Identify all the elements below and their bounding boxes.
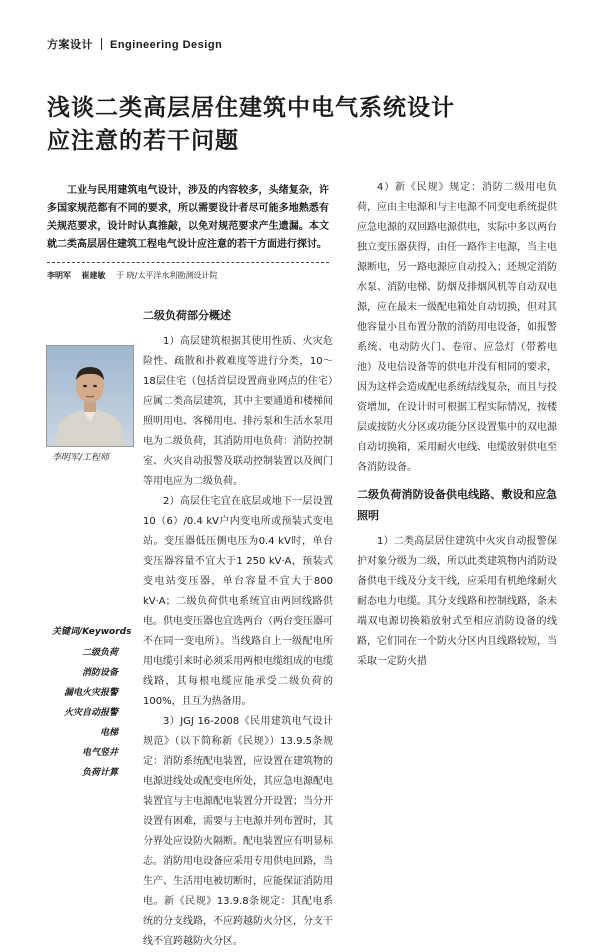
keywords-title: 关键词/Keywords <box>52 627 132 637</box>
keyword-item: 消防设备 <box>81 668 118 678</box>
keyword-item: 漏电火灾报警 <box>63 688 118 698</box>
author-line <box>47 270 332 281</box>
header-divider <box>101 38 102 50</box>
keyword-item: 电气竖井 <box>81 748 118 758</box>
section-heading-1: 二级负荷部分概述 <box>143 309 231 322</box>
keyword-item: 电梯 <box>99 728 118 738</box>
section-label-en: Engineering Design <box>110 39 223 51</box>
title-line-2: 应注意的若干问题 <box>47 128 239 154</box>
paragraph-5: 1）二类高层居住建筑中火灾自动报警保护对象分级为二级，所以此类建筑物内消防设备供电干线及分支干线，应采用有机绝缘耐火耐态电力电缆。其分支线路和控制线路，条未端双电源切换箱放射式至相应消防设备的线路，它们同在一个防火分区内且线路较短，当采取一定防火措 <box>357 536 557 667</box>
body-column-2 <box>357 178 557 672</box>
section-heading-2: 二级负荷消防设备供电线路、敷设和应急照明 <box>357 488 557 522</box>
author-2: 崔建敏 <box>81 271 106 280</box>
body-column-1 <box>143 306 333 952</box>
paragraph-2: 2）高层住宅宜在底层或地下一层设置10（6）/0.4 kV户内变电所或预装式变电站。变压器低压侧电压为0.4 kV时，单台变压器容量不宜大于1 250 kV·A，预装式变电站变压器，单台容量不宜大于800 kV·A；二级负荷供电系统宜由两回线路供电。供电变压器也宜选两台（两台变压器可不在同一变电所）。当线路自上一级配电所用电缆引来时必须采用两根电缆组成的电缆线路，其每根电缆应能承受二级负荷的100%，且互为热备用。 <box>143 496 333 707</box>
section-label-cn: 方案设计 <box>47 38 93 51</box>
abstract-divider <box>47 262 329 263</box>
keywords-list <box>52 643 118 783</box>
section-header <box>47 36 222 52</box>
article-title <box>47 92 547 158</box>
abstract: 工业与民用建筑电气设计，涉及的内容较多，头绪复杂，许多国家规范都有不同的要求，所以需要设计者尽可能多地熟悉有关规范要求，设计时认真推敲，以免对规范要求产生遗漏。本文就二类高层居住建筑工程电气设计应注意的若干方面进行探讨。 <box>47 185 329 250</box>
keyword-item: 二级负荷 <box>81 648 118 658</box>
keyword-item: 火灾自动报警 <box>63 708 118 718</box>
photo-caption: 李明军/工程师 <box>52 453 110 463</box>
paragraph-1: 1）高层建筑根据其使用性质、火灾危险性、疏散和扑救难度等进行分类，10～18层住宅（包括首层设置商业网点的住宅）应属二类高层建筑，其中主要通道和楼梯间照明用电、客梯用电、排污泵和生活水泵用电为二级负荷，其消防用电负荷：消防控制室、火灾自动报警及联动控制装置以及阀门等用电应为二级负荷。 <box>143 336 333 487</box>
author-photo <box>46 345 134 447</box>
author-1: 李明军 <box>47 271 71 280</box>
keyword-item: 负荷计算 <box>81 768 118 778</box>
paragraph-4: 4）新《民规》规定：消防二级用电负荷，应由主电源和与主电源不同变电系统提供应急电源的双回路电源供电，实际中多以两台独立变压器获得，由任一路作主电源，当主电源断电，另一路电源应自动投入；还规定消防水泵、消防电梯、防烟及排烟风机等自动双电源，应在最末一级配电箱处自动切换，但对其他容量小且布置分散的消防用电设备，如报警系统、电动防火门、卷帘、应急灯（带蓄电池）及电信设备等的供电并没有相同的要求，因为这样会造成配电系统结线复杂，而且与投资增加，在设计时可根据工程实际情况，按楼层或按防火分区或功能分区设置集中的双电源自动切换箱，采用耐火电线、电缆放射供电至各消防设备。 <box>357 182 557 473</box>
author-affiliation: 于 晓/太平洋水利勘测设计院 <box>116 271 218 280</box>
paragraph-3: 3）JGJ 16-2008《民用建筑电气设计规范》（以下简称新《民规》）13.9.5条规定：消防系统配电装置，应设置在建筑物的电源进线处或配变电所处，其应急电源配电装置宜与主电源配电装置分开设置；当分开设置有困难，需要与主电源并列布置时，其分界处应设防火隔断。配电装置应有明显标志。消防用电设备应采用专用供电回路，当生产、生活用电被切断时，应能保证消防用电。新《民规》13.9.8条规定：其配电系统的分支线路，不应跨越防火分区，分支干线不宜跨越防火分区。 <box>143 716 333 947</box>
title-line-1: 浅谈二类高层居住建筑中电气系统设计 <box>47 95 455 121</box>
